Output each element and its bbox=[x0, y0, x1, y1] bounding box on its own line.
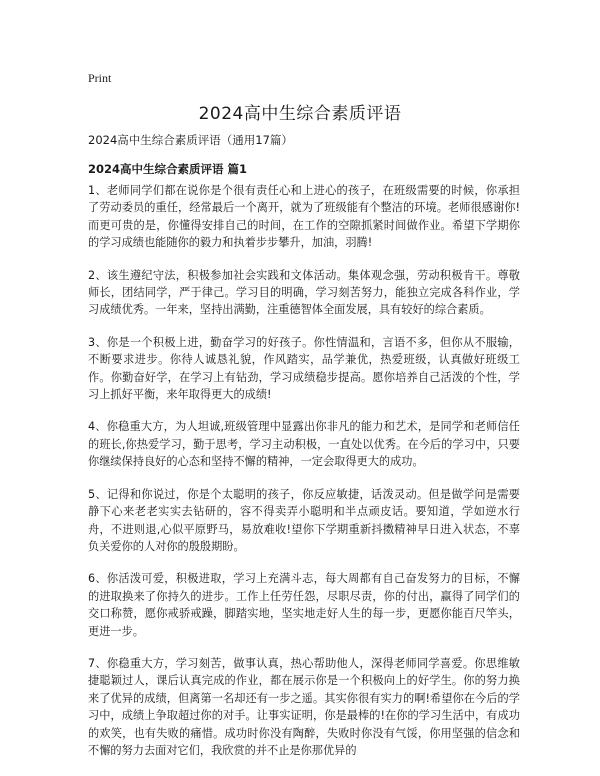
print-link[interactable]: Print bbox=[88, 71, 112, 85]
paragraph-1: 1、老师同学们都在说你是个很有责任心和上进心的孩子，在班级需要的时候，你承担了劳动委员的重任，经常最后一个离开，就为了班级能有个整洁的环境。老师很感谢你!而更可贵的是，你懂得安排自己的时间，在工作的空隙抓紧时间做作业。希望下学期你的学习成绩也能随你的毅力和执着步步攀升，加油，羽腾! bbox=[88, 184, 520, 250]
document-subtitle: 2024高中生综合素质评语（通用17篇） bbox=[88, 133, 293, 147]
paragraph-4: 4、你稳重大方，为人坦诚,班级管理中显露出你非凡的能力和艺术，是同学和老师信任的班长,你热爱学习，勤于思考，学习主动积极，一直处以优秀。在今后的学习中，只要你继续保持良好的心态和坚持不懈的精神，一定会取得更大的成功。 bbox=[88, 420, 520, 469]
section-heading: 2024高中生综合素质评语 篇1 bbox=[88, 162, 248, 176]
paragraph-5: 5、记得和你说过，你是个太聪明的孩子，你反应敏捷，话泼灵动。但是做学问是需要静下心来老老实实去钻研的，容不得卖弄小聪明和半点顽皮话。要知道，学如逆水行舟，不进则退,心似平原野马，易放难收!望你下学期重新抖擞精神早日进入状态，不辜负关爱你的人对你的殷殷期盼。 bbox=[88, 487, 520, 553]
paragraph-6: 6、你活泼可爱，积极进取，学习上充满斗志，每大周都有自己奋发努力的目标，不懈的进取换来了你持久的进步。工作上任劳任怨，尽职尽责，你的付出，赢得了同学们的交口称赞，愿你戒骄戒躁，脚踏实地，坚实地走好人生的每一步，更愿你能百尺竿头，更进一步。 bbox=[88, 572, 520, 638]
page-title: 2024高中生综合素质评语 bbox=[198, 104, 402, 124]
paragraph-2: 2、该生遵纪守法，积极参加社会实践和文体活动。集体观念强，劳动积极肯干。尊敬师长，团结同学，严于律己。学习目的明确，学习刻苦努力，能独立完成各科作业，学习成绩优秀。一年来，坚持出满勤，注重德智体全面发展，具有较好的综合素质。 bbox=[88, 268, 520, 317]
paragraph-3: 3、你是一个积极上进，勤奋学习的好孩子。你性情温和，言语不多，但你从不服输，不断要求进步。你待人诚恳礼貌，作风踏实，品学兼优，热爱班级，认真做好班级工作。你勤奋好学，在学习上有钻劲，学习成绩稳步提高。愿你培养自己活泼的个性，学习上抓好平衡，来年取得更大的成绩! bbox=[88, 335, 520, 402]
document-body bbox=[88, 182, 520, 774]
paragraph-7: 7、你稳重大方，学习刻苦，做事认真，热心帮助他人，深得老师同学喜爱。你思维敏捷聪颖过人，课后认真完成的作业，都在展示你是一个积极向上的好学生。你的努力换来了优异的成绩，但离第一名却还有一步之遥。其实你很有实力的啊!希望你在今后的学习中，成绩上争取超过你的对手。让事实证明，你是最棒的!在你的学习生活中，有成功的欢笑，也有失败的痛惜。成功时你没有陶醉，失败时你没有气馁，你用坚强的信念和不懈的努力去面对它们，我欣赏的并不止是你那优异的 bbox=[88, 656, 520, 757]
